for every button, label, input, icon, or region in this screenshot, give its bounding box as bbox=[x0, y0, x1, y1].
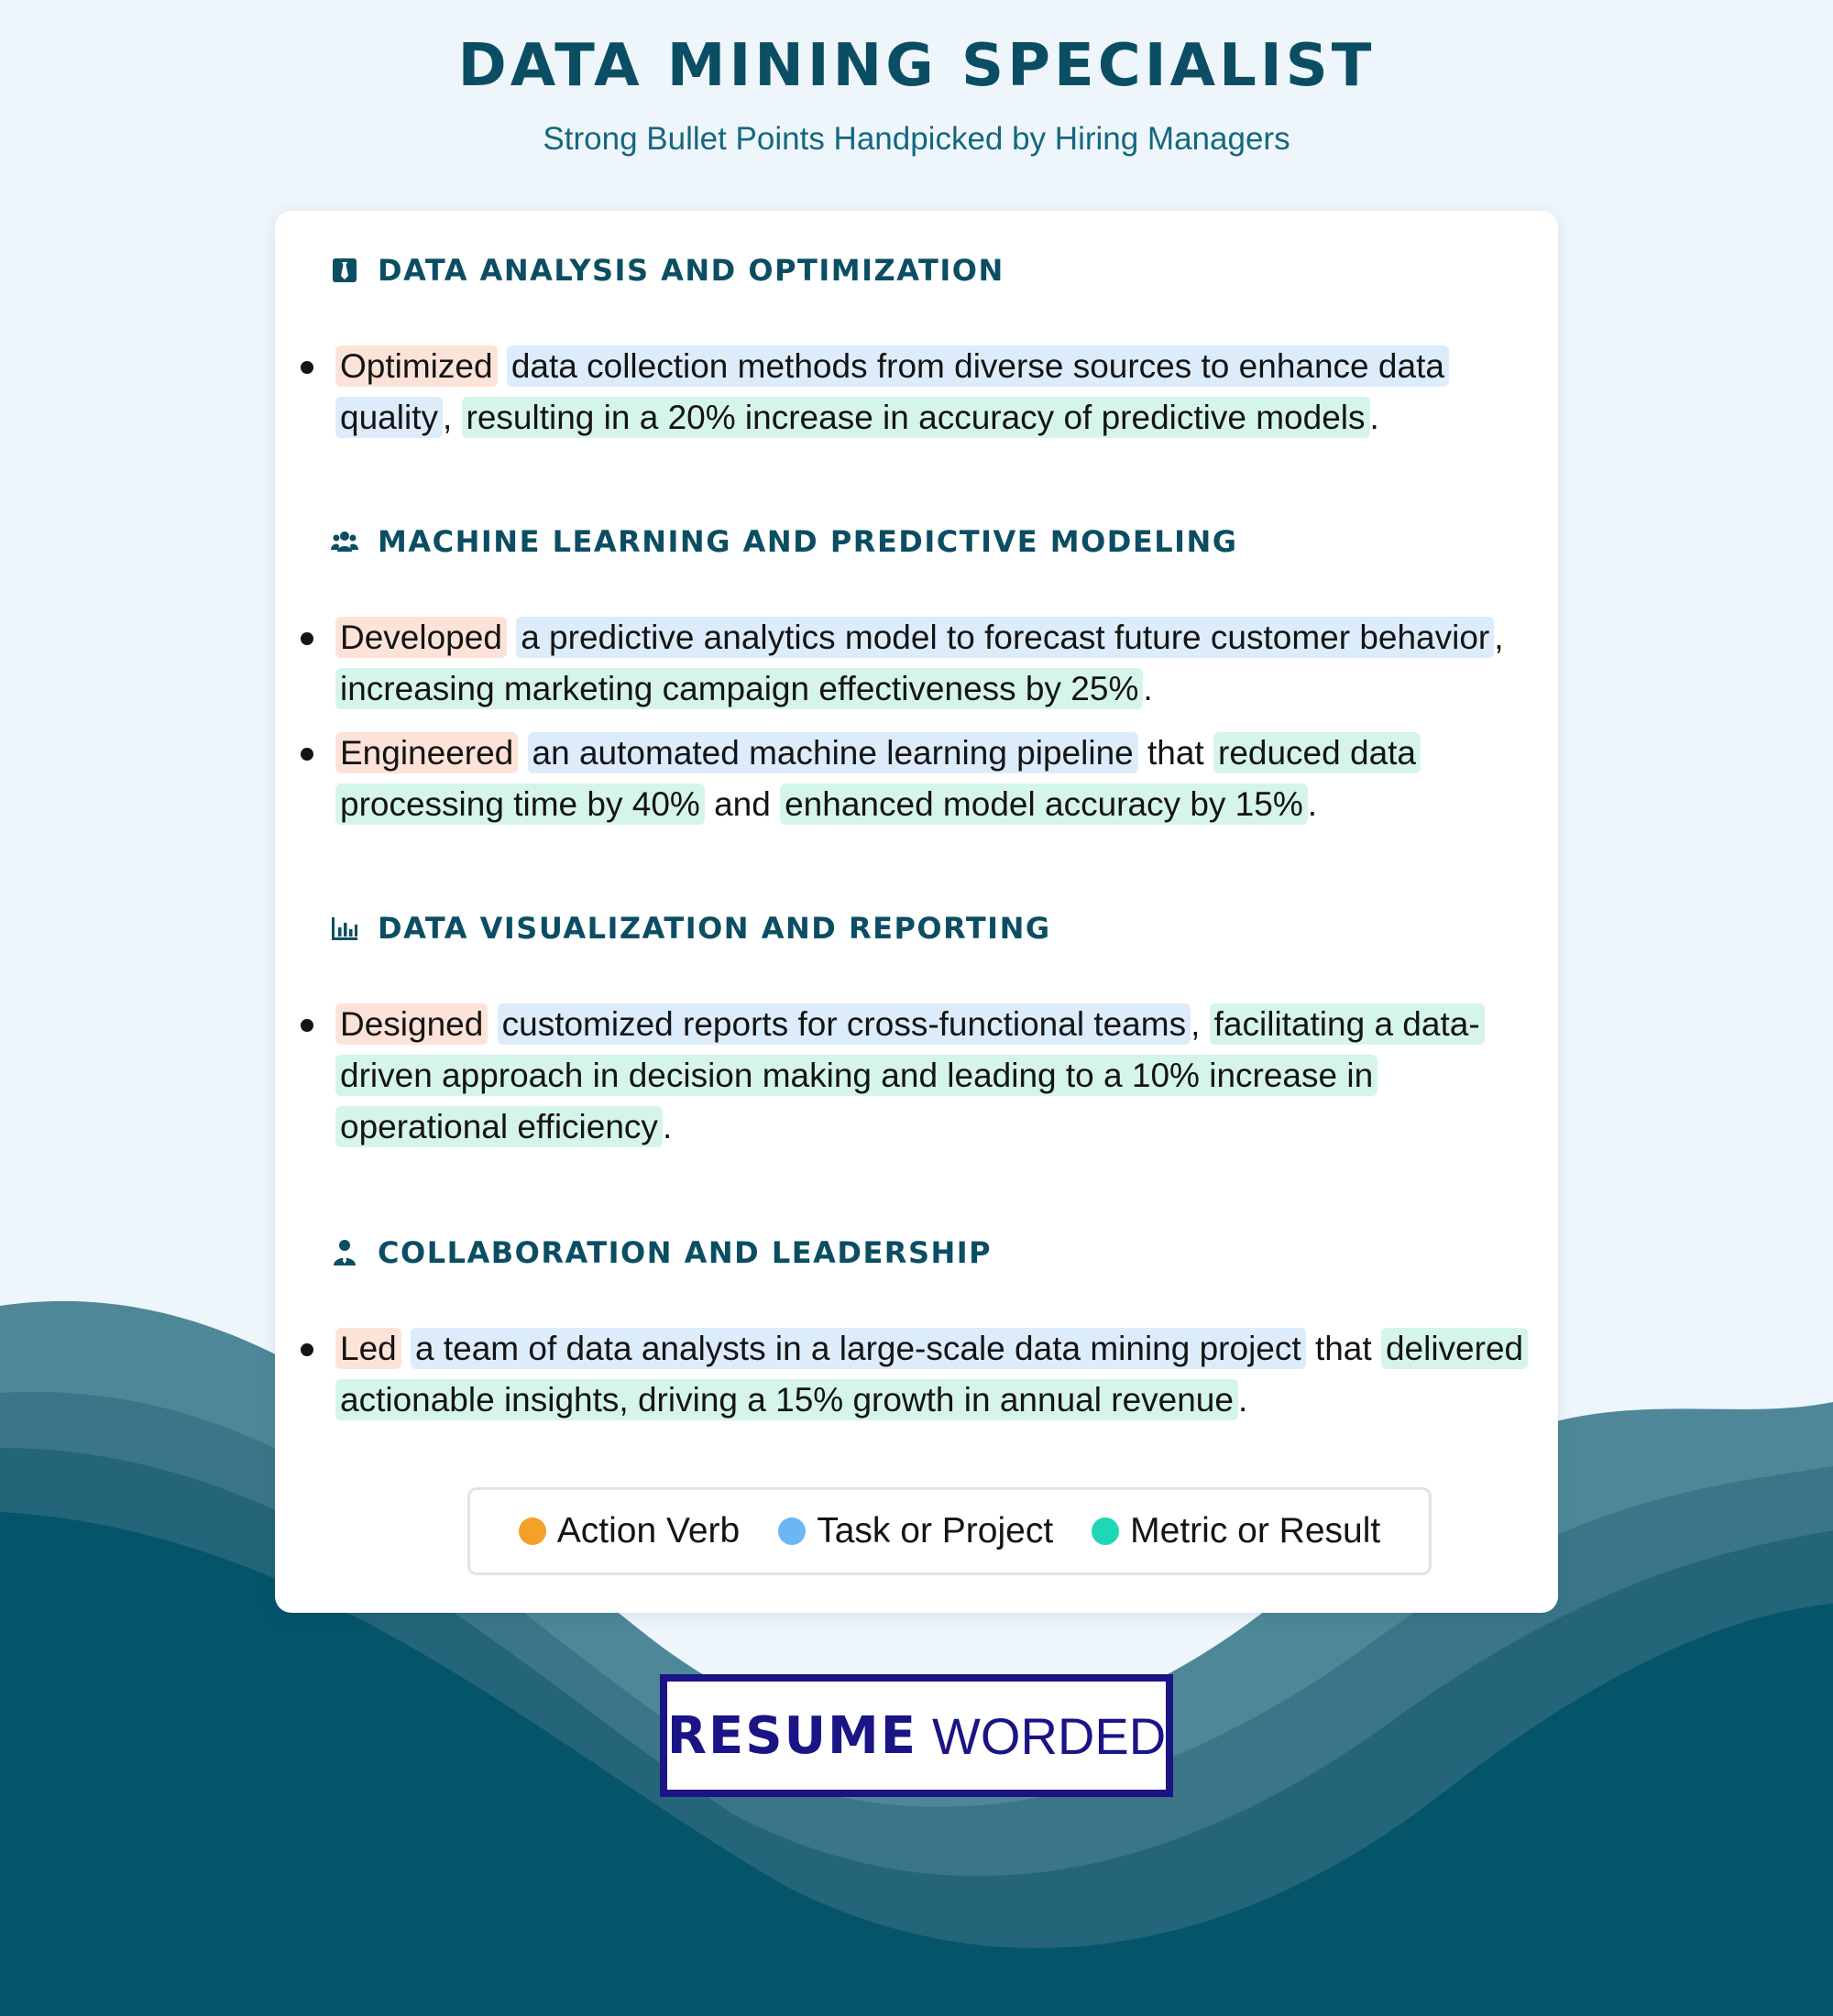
end-punctuation: . bbox=[662, 1108, 673, 1145]
bullet-list bbox=[330, 999, 1540, 1153]
section-title: MACHINE LEARNING AND PREDICTIVE MODELING bbox=[378, 524, 1238, 559]
bullet-item bbox=[330, 728, 1540, 830]
section-title: DATA ANALYSIS AND OPTIMIZATION bbox=[378, 253, 1004, 288]
metric-or-result: reduced data processing time by 40% bbox=[335, 732, 1421, 825]
highlight-legend bbox=[467, 1487, 1432, 1575]
metric-or-result: enhanced model accuracy by 15% bbox=[780, 783, 1308, 825]
end-punctuation: . bbox=[1143, 670, 1153, 707]
resume-worded-logo[interactable] bbox=[660, 1674, 1173, 1797]
section-header bbox=[330, 1230, 1540, 1276]
legend-metric-or-result bbox=[1092, 1511, 1380, 1551]
bullet-item bbox=[330, 341, 1540, 444]
legend-action-verb bbox=[519, 1511, 740, 1551]
teal-dot-icon bbox=[1092, 1517, 1119, 1545]
section-data-visualization bbox=[330, 905, 1540, 1166]
logo-text-bold: RESUME bbox=[666, 1705, 918, 1766]
blue-dot-icon bbox=[778, 1517, 806, 1545]
action-verb: Designed bbox=[335, 1003, 488, 1045]
bullet-item bbox=[330, 1323, 1540, 1426]
connector-text: that bbox=[1147, 734, 1204, 772]
metric-or-result: delivered actionable insights, driving a 15% growth in annual revenue bbox=[335, 1328, 1528, 1420]
end-punctuation: . bbox=[1369, 399, 1379, 436]
action-verb: Led bbox=[335, 1328, 401, 1369]
task-or-project: a predictive analytics model to forecast future customer behavior bbox=[516, 617, 1494, 658]
metric-or-result: facilitating a data-driven approach in decision making and leading to a 10% increase in operational efficiency bbox=[335, 1003, 1485, 1147]
task-or-project: customized reports for cross-functional teams bbox=[498, 1003, 1191, 1045]
users-icon bbox=[330, 527, 359, 556]
bullet-item bbox=[330, 999, 1540, 1153]
bullet-list bbox=[330, 1323, 1540, 1426]
legend-label: Metric or Result bbox=[1130, 1511, 1381, 1550]
page-title: DATA MINING SPECIALIST bbox=[457, 32, 1376, 100]
page-subtitle: Strong Bullet Points Handpicked by Hiring Managers bbox=[543, 121, 1290, 157]
logo-text-regular: WORDED bbox=[932, 1706, 1167, 1765]
section-machine-learning bbox=[330, 519, 1540, 843]
legend-task-or-project bbox=[778, 1511, 1053, 1551]
bar-chart-icon bbox=[330, 914, 359, 943]
action-verb: Engineered bbox=[335, 732, 518, 773]
connector-text: , bbox=[1191, 1005, 1201, 1043]
connector-text: and bbox=[714, 785, 771, 823]
orange-dot-icon bbox=[519, 1517, 546, 1545]
task-or-project: data collection methods from diverse sources to enhance data quality bbox=[335, 345, 1449, 438]
bullet-list bbox=[330, 612, 1540, 830]
section-header bbox=[330, 247, 1540, 293]
bullet-list bbox=[330, 341, 1540, 444]
section-header bbox=[330, 519, 1540, 564]
connector-text: that bbox=[1314, 1330, 1372, 1367]
legend-label: Action Verb bbox=[556, 1511, 741, 1550]
metric-or-result: resulting in a 20% increase in accuracy of predictive models bbox=[462, 397, 1370, 438]
section-title: DATA VISUALIZATION AND REPORTING bbox=[378, 911, 1051, 946]
tie-icon bbox=[330, 256, 359, 285]
bullet-item bbox=[330, 612, 1540, 715]
page-header bbox=[0, 27, 1833, 159]
metric-or-result: increasing marketing campaign effectiveness by 25% bbox=[335, 668, 1143, 709]
end-punctuation: . bbox=[1237, 1381, 1248, 1419]
task-or-project: an automated machine learning pipeline bbox=[528, 732, 1138, 773]
section-title: COLLABORATION AND LEADERSHIP bbox=[378, 1235, 993, 1270]
connector-text: , bbox=[1494, 619, 1504, 656]
task-or-project: a team of data analysts in a large-scale data mining project bbox=[411, 1328, 1306, 1369]
action-verb: Developed bbox=[335, 617, 507, 658]
bullets-card bbox=[275, 211, 1558, 1613]
section-collaboration bbox=[330, 1230, 1540, 1439]
end-punctuation: . bbox=[1307, 785, 1318, 823]
section-header bbox=[330, 905, 1540, 951]
section-data-analysis bbox=[330, 247, 1540, 456]
legend-label: Task or Project bbox=[817, 1511, 1054, 1550]
action-verb: Optimized bbox=[335, 345, 498, 387]
user-tie-icon bbox=[330, 1238, 359, 1267]
connector-text: , bbox=[442, 399, 453, 436]
